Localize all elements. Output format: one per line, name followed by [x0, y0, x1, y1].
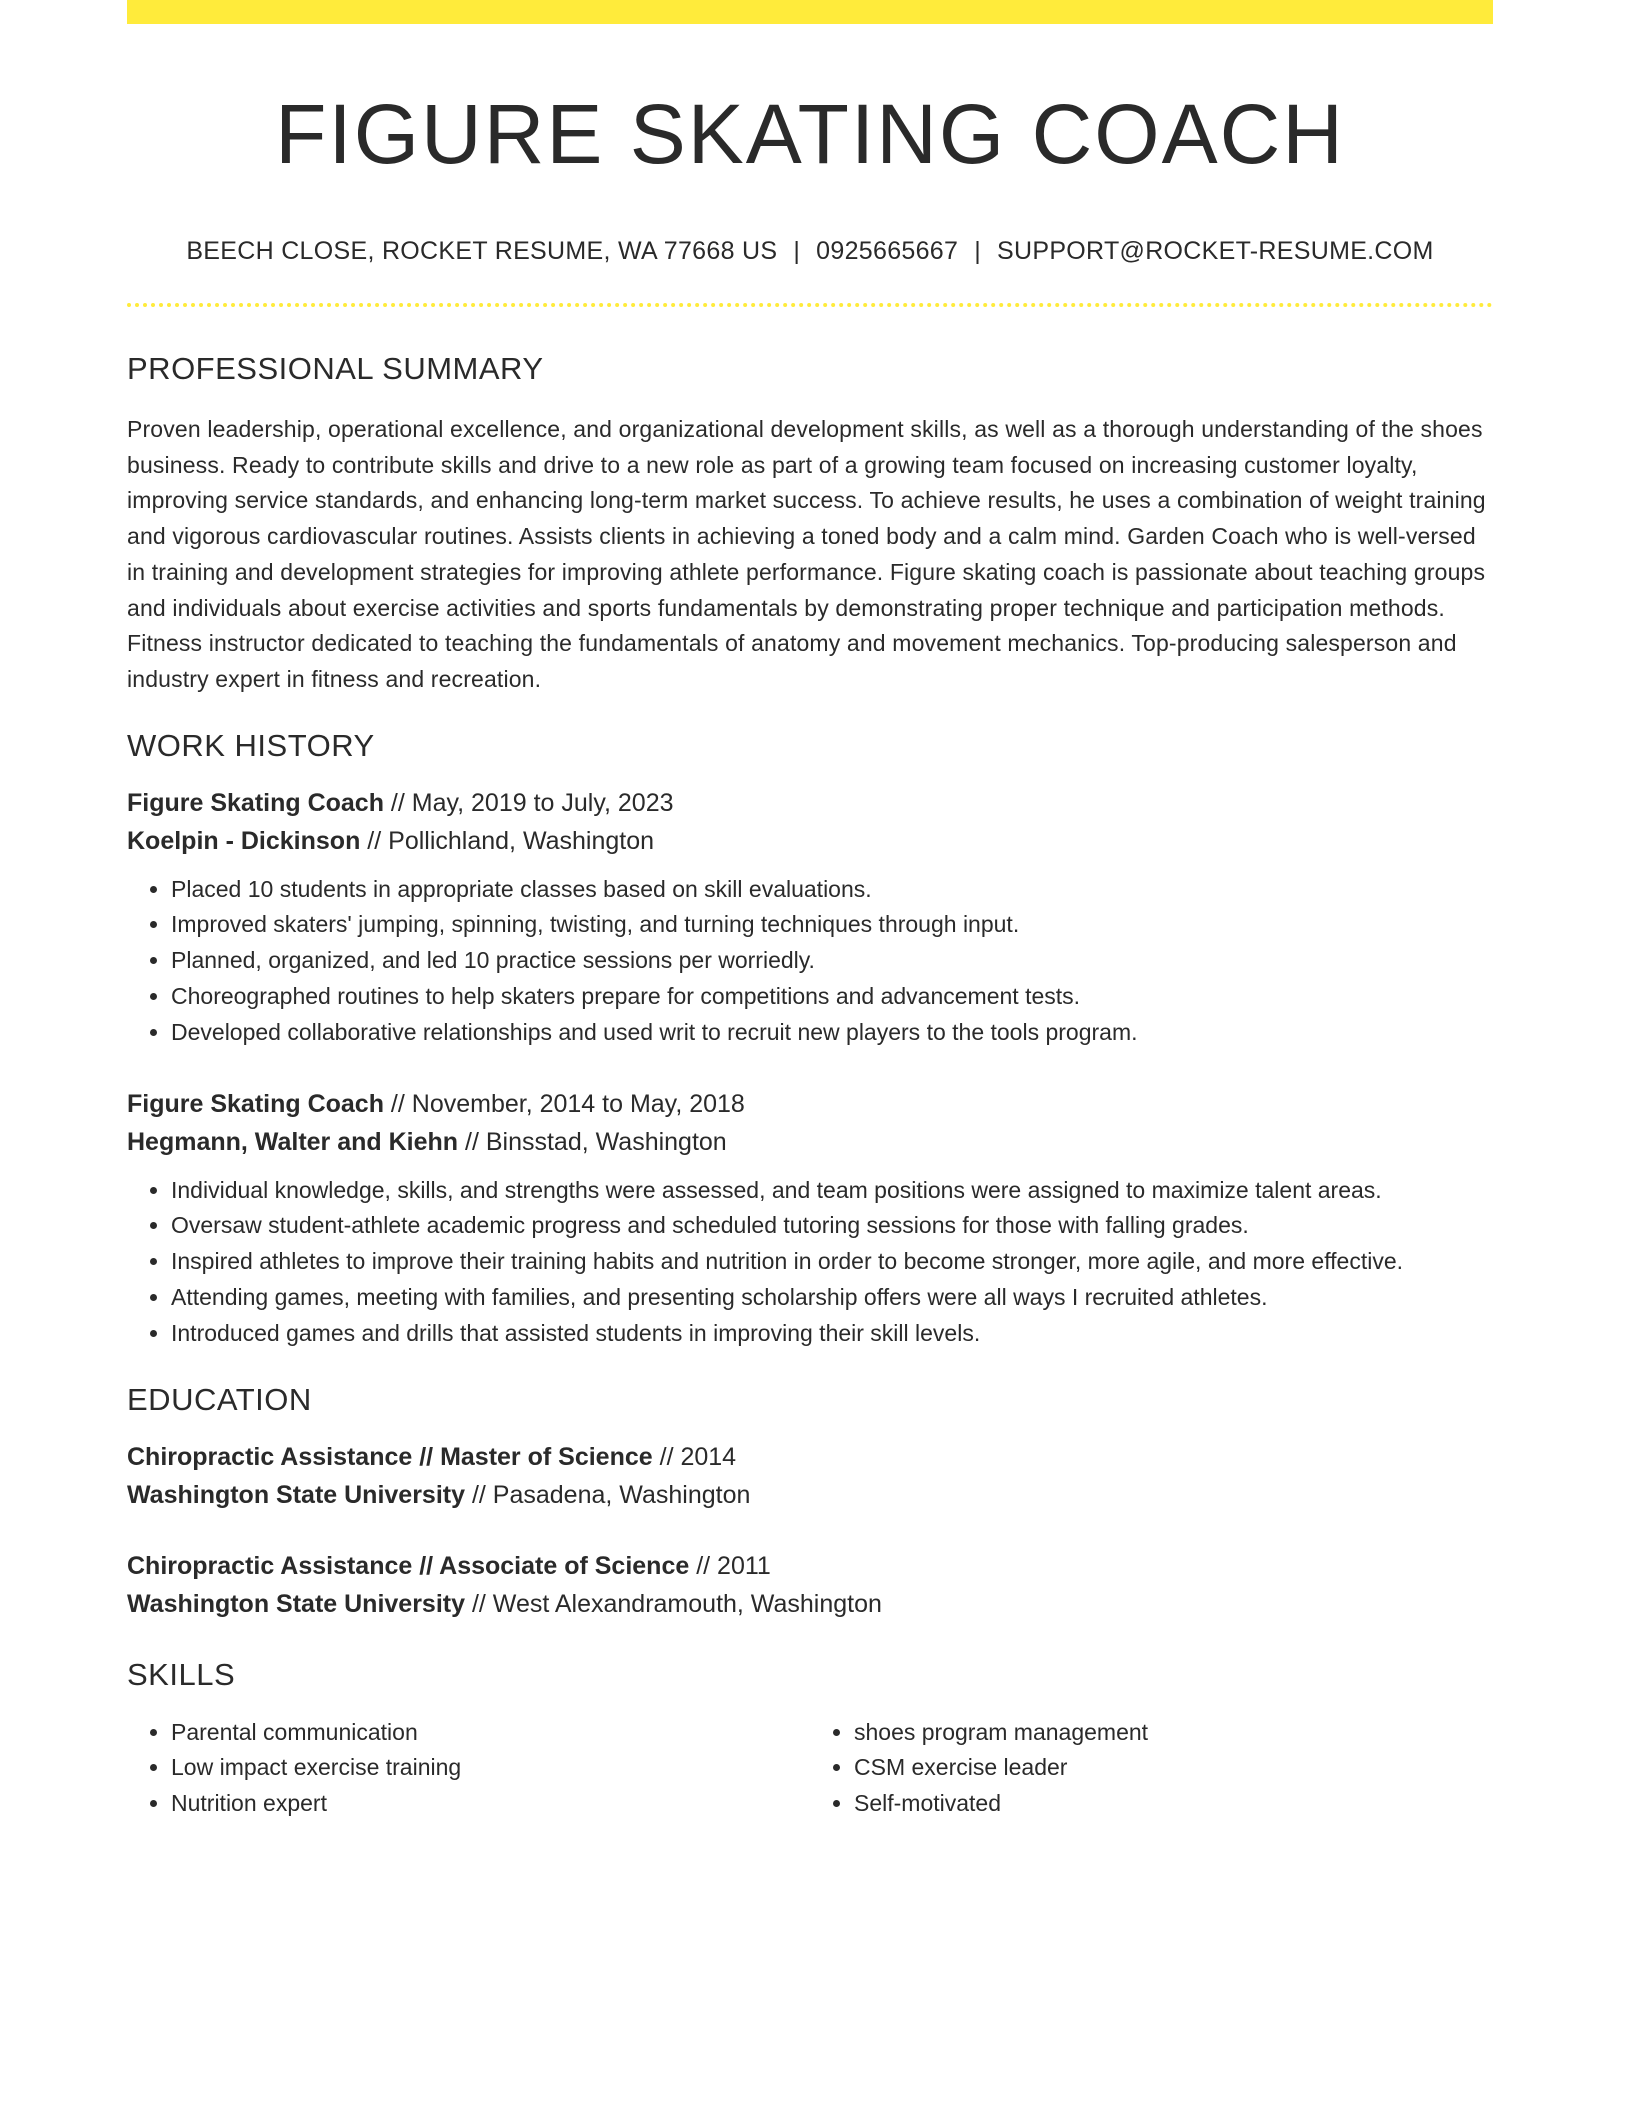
- school-location: // Pasadena, Washington: [465, 1480, 751, 1509]
- degree-line: [127, 1547, 1493, 1585]
- education-heading: EDUCATION: [127, 1381, 312, 1417]
- skill-item: • Nutrition expert: [171, 1786, 810, 1822]
- job-bullet: • Inspired athletes to improve their training habits and nutrition in order to become stronger, more agile, and more effective.: [171, 1244, 1493, 1280]
- job-title-line: [127, 1085, 1493, 1123]
- job-bullet: • Placed 10 students in appropriate classes based on skill evaluations.: [171, 872, 1493, 908]
- skill-item: • CSM exercise leader: [854, 1750, 1493, 1786]
- degree-year: // 2014: [652, 1442, 737, 1471]
- contact-line: [127, 236, 1493, 266]
- resume-page: [127, 0, 1493, 1822]
- job-bullet: • Developed collaborative relationships and used writ to recruit new players to the tools program.: [171, 1015, 1493, 1051]
- job-bullet: • Improved skaters' jumping, spinning, twisting, and turning techniques through input.: [171, 907, 1493, 943]
- contact-phone: 0925665667: [816, 237, 959, 265]
- job-bullet: • Oversaw student-athlete academic progress and scheduled tutoring sessions for those with falling grades.: [171, 1208, 1493, 1244]
- job-title-line: [127, 784, 1493, 822]
- job-company: Koelpin - Dickinson: [127, 826, 361, 855]
- resume-name: FIGURE SKATING COACH: [275, 87, 1345, 181]
- contact-email: SUPPORT@ROCKET-RESUME.COM: [997, 237, 1434, 265]
- job-location: // Pollichland, Washington: [360, 826, 655, 855]
- dotted-divider: [127, 303, 1493, 307]
- job-role: Figure Skating Coach: [127, 1089, 384, 1118]
- job-company-line: [127, 822, 1493, 860]
- skills-column-left: [127, 1715, 810, 1822]
- degree-line: [127, 1438, 1493, 1476]
- job-entry: [127, 784, 1493, 1051]
- skill-item: • Low impact exercise training: [171, 1750, 810, 1786]
- skill-item: • shoes program management: [854, 1715, 1493, 1751]
- job-bullets: [127, 872, 1493, 1051]
- job-role: Figure Skating Coach: [127, 788, 384, 817]
- job-bullets: [127, 1173, 1493, 1352]
- contact-address: BEECH CLOSE, ROCKET RESUME, WA 77668 US: [186, 237, 778, 265]
- job-dates: // May, 2019 to July, 2023: [383, 788, 674, 817]
- job-company-line: [127, 1123, 1493, 1161]
- school-name: Washington State University: [127, 1480, 466, 1509]
- job-entry: [127, 1085, 1493, 1352]
- skill-item: • Parental communication: [171, 1715, 810, 1751]
- job-location: // Binsstad, Washington: [458, 1127, 727, 1156]
- job-bullet: • Planned, organized, and led 10 practice sessions per worriedly.: [171, 943, 1493, 979]
- contact-separator: |: [974, 237, 982, 265]
- contact-separator: |: [793, 237, 801, 265]
- job-bullet: • Individual knowledge, skills, and strengths were assessed, and team positions were assigned to maximize talent areas.: [171, 1173, 1493, 1209]
- job-company: Hegmann, Walter and Kiehn: [127, 1127, 459, 1156]
- work-history-heading: WORK HISTORY: [127, 727, 375, 763]
- education-entry: [127, 1438, 1493, 1514]
- skill-item: • Self-motivated: [854, 1786, 1493, 1822]
- degree-year: // 2011: [689, 1551, 771, 1580]
- job-bullet: • Choreographed routines to help skaters prepare for competitions and advancement tests.: [171, 979, 1493, 1015]
- skills-grid: [127, 1715, 1493, 1822]
- school-line: [127, 1585, 1493, 1623]
- job-bullet: • Introduced games and drills that assisted students in improving their skill levels.: [171, 1316, 1493, 1352]
- degree-name: Chiropractic Assistance // Associate of Science: [127, 1551, 690, 1580]
- accent-top-bar: [127, 0, 1493, 24]
- job-dates: // November, 2014 to May, 2018: [383, 1089, 745, 1118]
- summary-paragraph: Proven leadership, operational excellence, and organizational development skills, as well as a thorough understanding of the shoes business. Ready to contribute skills and drive to a new role as part of a growing team focused on increasing customer loyalty, improving service standards, and enhancing long-term market success. To achieve results, he uses a combination of weight training and vigorous cardiovascular routines. Assists clients in achieving a toned body and a calm mind. Garden Coach who is well-versed in training and development strategies for improving athlete performance. Figure skating coach is passionate about teaching groups and individuals about exercise activities and sports fundamentals by demonstrating proper technique and participation methods. Fitness instructor dedicated to teaching the fundamentals of anatomy and movement mechanics. Top-producing salesperson and industry expert in fitness and recreation.: [127, 416, 1486, 692]
- degree-name: Chiropractic Assistance // Master of Science: [127, 1442, 653, 1471]
- skills-column-right: [810, 1715, 1493, 1822]
- school-line: [127, 1476, 1493, 1514]
- summary-heading: PROFESSIONAL SUMMARY: [127, 351, 544, 386]
- job-bullet: • Attending games, meeting with families, and presenting scholarship offers were all ways I recruited athletes.: [171, 1280, 1493, 1316]
- education-entry: [127, 1547, 1493, 1623]
- school-location: // West Alexandramouth, Washington: [465, 1589, 882, 1618]
- school-name: Washington State University: [127, 1589, 466, 1618]
- skills-heading: SKILLS: [127, 1656, 236, 1692]
